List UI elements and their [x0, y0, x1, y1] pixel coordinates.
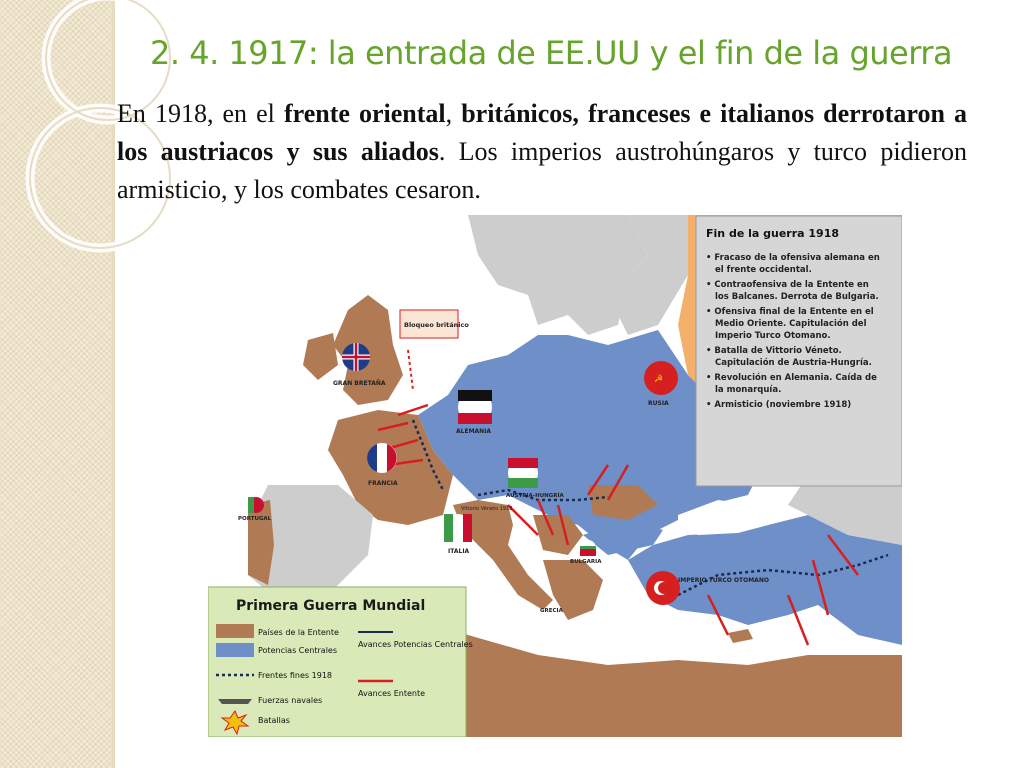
austria-flag-icon: [508, 458, 538, 488]
paragraph-bold: frente oriental: [283, 99, 446, 128]
info-box-item: • Ofensiva final de la Entente en el Medio Oriente. Capitulación del Imperio Turco Otomano.: [706, 307, 874, 341]
blockade-label: Bloqueo británico: [404, 321, 469, 329]
legend-box: [208, 587, 473, 737]
info-box-item: • Revolución en Alemania. Caída de la monarquía.: [706, 373, 877, 395]
legend-entente-adv-label: Avances Entente: [358, 689, 426, 698]
legend-swatch-entente: [216, 624, 254, 638]
paragraph-text: . Los imperios austrohúngaros y turco pidieron armisticio, y los combates cesaron.: [117, 137, 967, 204]
svg-text:☭: ☭: [654, 374, 663, 385]
info-box-item: • Batalla de Vittorio Véneto. Capitulación de Austria-Hungría.: [706, 346, 872, 368]
slide-paragraph: [117, 95, 967, 209]
portugal-flag-icon: [248, 497, 264, 513]
legend-swatch-central: [216, 643, 254, 657]
label-imperio-turco: IMPERIO TURCO OTOMANO: [678, 577, 769, 584]
label-portugal: PORTUGAL: [238, 516, 272, 522]
slide-title: 2. 4. 1917: la entrada de EE.UU y el fin de la guerra: [150, 34, 953, 72]
label-bulgaria: BULGARIA: [570, 559, 602, 565]
ottoman-flag-icon: [646, 571, 680, 605]
info-box-item: • Contraofensiva de la Entente en los Balcanes. Derrota de Bulgaria.: [706, 280, 879, 302]
label-vittorio-veneto: Vittorio Véneto 1918: [461, 506, 513, 512]
label-italia: ITALIA: [448, 548, 470, 555]
label-francia: FRANCIA: [368, 480, 398, 487]
info-box: [696, 216, 902, 486]
info-box-title: Fin de la guerra 1918: [706, 227, 840, 240]
legend-naval-label: Fuerzas navales: [258, 696, 323, 705]
label-gran-bretana: GRAN BRETAÑA: [333, 380, 386, 387]
germany-flag-icon: [458, 390, 492, 424]
paragraph-text: ,: [445, 99, 462, 128]
legend-central-label: Potencias Centrales: [258, 646, 338, 655]
europe-1918-map: [208, 215, 902, 737]
legend-naval-icon: [218, 699, 252, 704]
italy-flag-icon: [444, 514, 472, 542]
legend-central-adv-label: Avances Potencias Centrales: [358, 640, 473, 649]
paragraph-bold: británicos, franceses e italianos derrotaron a los austriacos y sus aliados: [117, 99, 968, 166]
legend-entente-label: Países de la Entente: [258, 628, 339, 637]
paragraph-text: En 1918, en el: [117, 99, 284, 128]
uk-flag-icon: [342, 343, 370, 371]
label-austria: AUSTRIA-HUNGRÍA: [506, 493, 564, 499]
legend-battles-label: Batallas: [258, 716, 290, 725]
label-alemania: ALEMANIA: [456, 428, 492, 435]
info-box-item: • Armisticio (noviembre 1918): [706, 400, 852, 410]
bulgaria-flag-icon: [580, 540, 596, 556]
legend-fronts-label: Frentes fines 1918: [258, 671, 332, 680]
label-rusia: RUSIA: [648, 400, 669, 407]
label-grecia: GRECIA: [540, 608, 563, 614]
france-flag-icon: [367, 443, 397, 473]
russia-flag-icon: [644, 361, 678, 395]
info-box-item: • Fracaso de la ofensiva alemana en el frente occidental.: [706, 253, 880, 275]
legend-title: Primera Guerra Mundial: [236, 598, 426, 614]
